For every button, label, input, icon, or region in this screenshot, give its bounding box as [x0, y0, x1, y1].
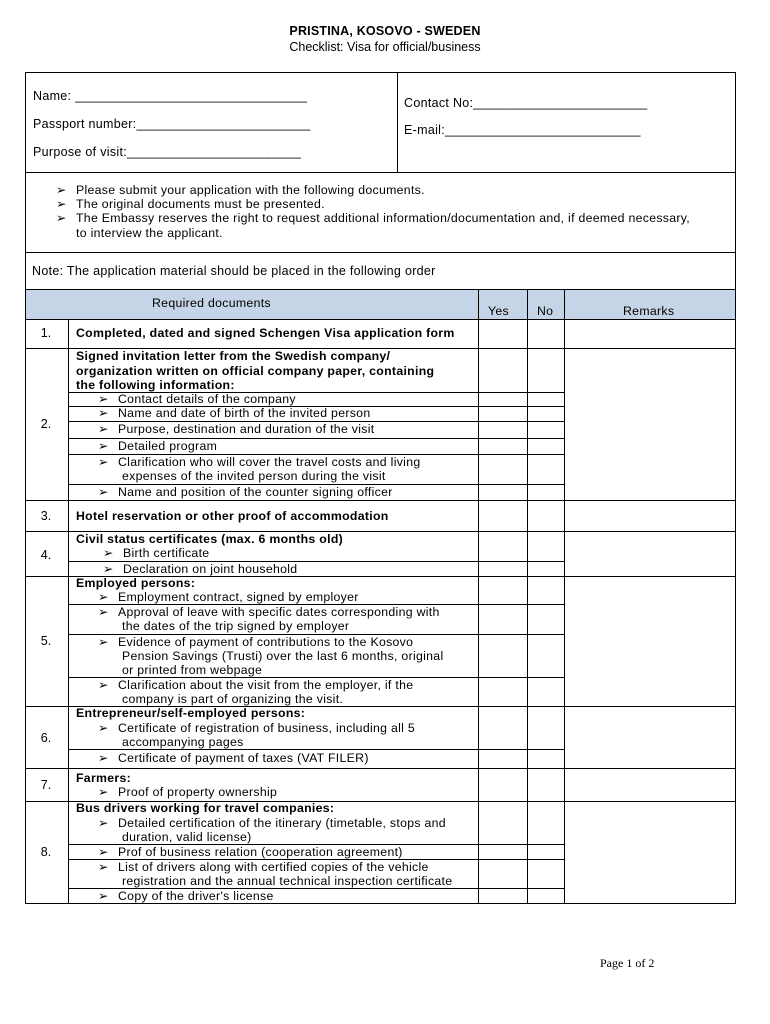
list-item: expenses of the invited person during the visit — [122, 469, 386, 483]
list-item: ➢ Certificate of registration of business, including all 5 — [98, 721, 416, 735]
row-number: 5. — [40, 634, 52, 648]
purpose-field[interactable]: Purpose of visit:________________________ — [33, 145, 302, 159]
list-item: ➢ Proof of property ownership — [98, 785, 278, 799]
bullet-arrow-icon: ➢ — [98, 635, 109, 649]
list-item: ➢ Detailed program — [98, 439, 218, 453]
bullet-arrow-icon: ➢ — [98, 889, 109, 903]
col-line — [527, 289, 528, 904]
bullet-arrow-icon: ➢ — [98, 845, 109, 859]
row-title: Entrepreneur/self-employed persons: — [76, 706, 306, 720]
bullet-arrow-icon: ➢ — [56, 197, 67, 211]
page-number: Page 1 of 2 — [600, 956, 655, 970]
bullet-arrow-icon: ➢ — [98, 392, 109, 406]
passport-field[interactable]: Passport number:________________________ — [33, 117, 311, 131]
row-title: Bus drivers working for travel companies: — [76, 801, 335, 815]
bullet-arrow-icon: ➢ — [98, 605, 109, 619]
row-number: 6. — [40, 731, 52, 745]
row-number: 3. — [40, 509, 52, 523]
list-item: ➢ Detailed certification of the itinerary (timetable, stops and — [98, 816, 446, 830]
bullet-arrow-icon: ➢ — [98, 455, 109, 469]
form-divider — [397, 72, 398, 172]
bullet-arrow-icon: ➢ — [103, 562, 114, 576]
col-line — [564, 289, 565, 904]
row-title: Civil status certificates (max. 6 months old) — [76, 532, 344, 546]
instruction-item: ➢ The Embassy reserves the right to request additional information/documentation and, if deemed necessary, — [56, 211, 691, 225]
row-title: Hotel reservation or other proof of accommodation — [76, 509, 389, 523]
page-subtitle: Checklist: Visa for official/business — [289, 40, 481, 54]
list-item: ➢ Name and date of birth of the invited person — [98, 406, 371, 420]
list-item: or printed from webpage — [122, 663, 263, 677]
row-number: 8. — [40, 845, 52, 859]
row-title: Signed invitation letter from the Swedish company/ — [76, 349, 391, 363]
bullet-arrow-icon: ➢ — [56, 183, 67, 197]
list-item: ➢ Approval of leave with specific dates corresponding with — [98, 605, 440, 619]
bullet-arrow-icon: ➢ — [103, 546, 114, 560]
bullet-arrow-icon: ➢ — [98, 751, 109, 765]
bullet-arrow-icon: ➢ — [98, 590, 109, 604]
list-item: ➢ Name and position of the counter signing officer — [98, 485, 393, 499]
col-yes-header: Yes — [488, 304, 509, 318]
row-line — [25, 500, 736, 501]
order-note: Note: The application material should be placed in the following order — [32, 264, 436, 278]
instruction-item: ➢ Please submit your application with the following documents. — [56, 183, 425, 197]
row-title: Employed persons: — [76, 576, 196, 590]
list-item: company is part of organizing the visit. — [122, 692, 344, 706]
list-item: ➢ Evidence of payment of contributions to the Kosovo — [98, 635, 414, 649]
col-required-header: Required documents — [152, 296, 271, 310]
row-line — [25, 319, 736, 320]
instruction-item: to interview the applicant. — [76, 226, 223, 240]
bullet-arrow-icon: ➢ — [98, 406, 109, 420]
list-item: accompanying pages — [122, 735, 244, 749]
bullet-arrow-icon: ➢ — [98, 439, 109, 453]
row-title: Farmers: — [76, 771, 132, 785]
instruction-item: ➢ The original documents must be presented. — [56, 197, 325, 211]
list-item: ➢ Contact details of the company — [98, 392, 296, 406]
row-line — [25, 768, 736, 769]
list-item: ➢ Employment contract, signed by employer — [98, 590, 359, 604]
col-remarks-header: Remarks — [623, 304, 675, 318]
list-item: the dates of the trip signed by employer — [122, 619, 350, 633]
bullet-arrow-icon: ➢ — [98, 816, 109, 830]
list-item: ➢ Clarification about the visit from the employer, if the — [98, 678, 414, 692]
bullet-arrow-icon: ➢ — [98, 785, 109, 799]
list-item: duration, valid license) — [122, 830, 252, 844]
row-number: 7. — [40, 778, 52, 792]
bullet-arrow-icon: ➢ — [56, 211, 67, 225]
row-number: 4. — [40, 548, 52, 562]
divider — [25, 252, 736, 253]
divider — [25, 172, 736, 173]
row-title: Completed, dated and signed Schengen Visa application form — [76, 326, 455, 340]
bullet-arrow-icon: ➢ — [98, 860, 109, 874]
list-item: ➢ List of drivers along with certified copies of the vehicle — [98, 860, 429, 874]
email-field[interactable]: E-mail:___________________________ — [404, 123, 641, 137]
list-item: ➢ Prof of business relation (cooperation agreement) — [98, 845, 403, 859]
list-item: ➢ Birth certificate — [103, 546, 210, 560]
row-title: the following information: — [76, 378, 235, 392]
row-title: organization written on official company paper, containing — [76, 364, 435, 378]
list-item: ➢ Purpose, destination and duration of the visit — [98, 422, 375, 436]
bullet-arrow-icon: ➢ — [98, 678, 109, 692]
list-item: ➢ Certificate of payment of taxes (VAT FILER) — [98, 751, 369, 765]
list-item: ➢ Clarification who will cover the travel costs and living — [98, 455, 421, 469]
list-item: ➢ Copy of the driver's license — [98, 889, 274, 903]
list-item: ➢ Declaration on joint household — [103, 562, 298, 576]
bullet-arrow-icon: ➢ — [98, 422, 109, 436]
row-number: 1. — [40, 326, 52, 340]
col-line — [478, 289, 479, 904]
list-item: Pension Savings (Trusti) over the last 6 months, original — [122, 649, 444, 663]
bullet-arrow-icon: ➢ — [98, 721, 109, 735]
col-no-header: No — [537, 304, 554, 318]
row-number: 2. — [40, 417, 52, 431]
page-title: PRISTINA, KOSOVO - SWEDEN — [289, 24, 481, 38]
contact-field[interactable]: Contact No:________________________ — [404, 96, 648, 110]
list-item: registration and the annual technical inspection certificate — [122, 874, 453, 888]
bullet-arrow-icon: ➢ — [98, 485, 109, 499]
name-field[interactable]: Name: ________________________________ — [33, 89, 308, 103]
